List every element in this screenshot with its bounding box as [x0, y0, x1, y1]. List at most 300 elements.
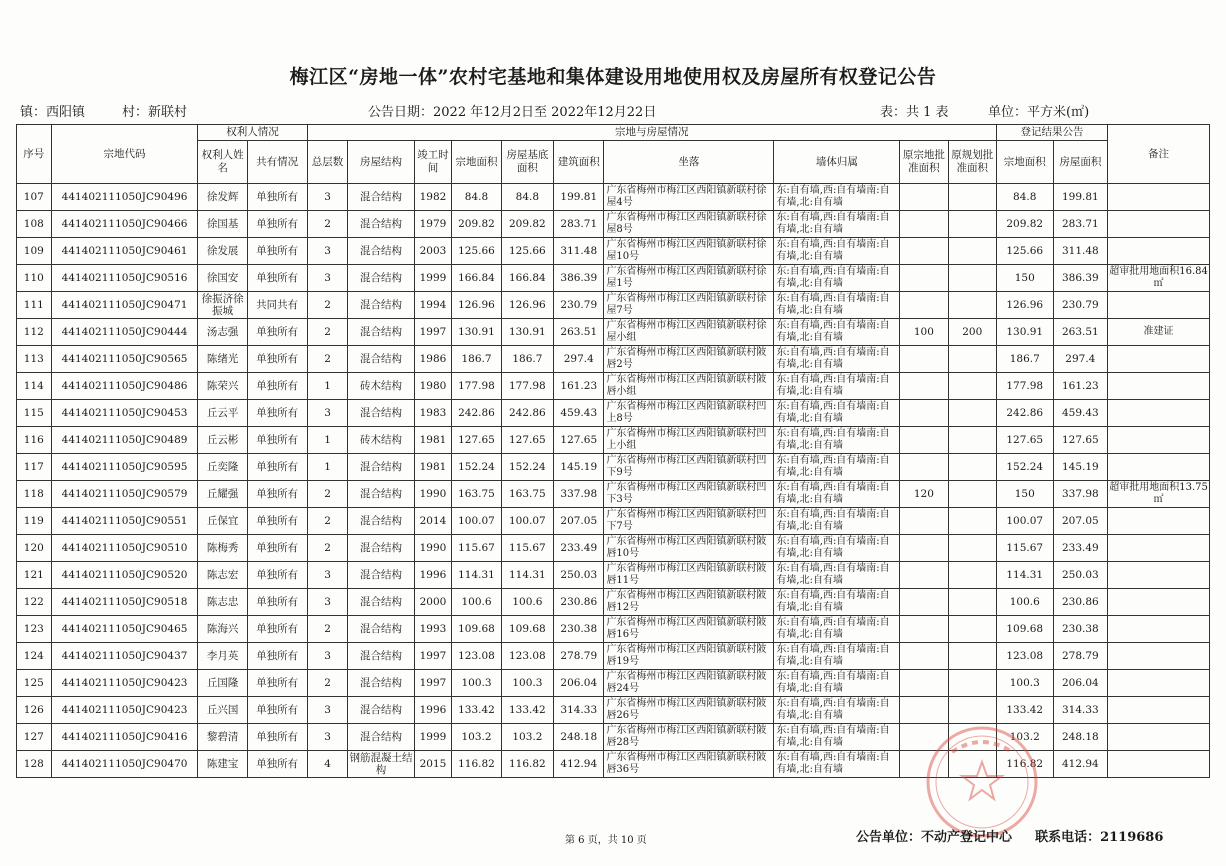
cell-seq: 112 [17, 319, 52, 346]
cell-parcel-code: 441402111050JC90444 [51, 319, 198, 346]
table-row [17, 724, 1210, 751]
cell-location: 广东省梅州市梅江区西阳镇新联村陂唇26号 [604, 697, 774, 724]
cell-orig-planned [948, 184, 996, 211]
cell-orig-approved [900, 670, 948, 697]
cell-parcel-code: 441402111050JC90518 [51, 589, 198, 616]
cell-parcel-code: 441402111050JC90510 [51, 535, 198, 562]
cell-building-area: 199.81 [554, 184, 604, 211]
cell-result-land: 242.86 [996, 400, 1053, 427]
cell-result-land: 84.8 [996, 184, 1053, 211]
cell-building-area: 230.38 [554, 616, 604, 643]
cell-land-area: 123.08 [452, 643, 501, 670]
cell-holder-name: 徐国安 [198, 265, 247, 292]
cell-remark [1108, 211, 1210, 238]
cell-ownership: 单独所有 [247, 481, 307, 508]
cell-orig-approved [900, 373, 948, 400]
cell-ownership: 单独所有 [247, 211, 307, 238]
cell-result-house: 297.4 [1053, 346, 1108, 373]
footer-contact [856, 826, 1163, 845]
cell-land-area: 209.82 [452, 211, 501, 238]
cell-building-area: 412.94 [554, 751, 604, 778]
cell-completion-year: 1990 [414, 535, 452, 562]
cell-parcel-code: 441402111050JC90423 [51, 670, 198, 697]
cell-location: 广东省梅州市梅江区西阳镇新联村徐屋小组 [604, 319, 774, 346]
cell-seq: 128 [17, 751, 52, 778]
cell-holder-name: 徐发展 [198, 238, 247, 265]
cell-seq: 113 [17, 346, 52, 373]
cell-structure: 混合结构 [348, 211, 414, 238]
cell-base-area: 186.7 [501, 346, 553, 373]
cell-orig-approved [900, 292, 948, 319]
cell-location: 广东省梅州市梅江区西阳镇新联村凹上8号 [604, 400, 774, 427]
cell-orig-planned [948, 211, 996, 238]
cell-completion-year: 1986 [414, 346, 452, 373]
cell-result-house: 145.19 [1053, 454, 1108, 481]
cell-seq: 116 [17, 427, 52, 454]
cell-orig-planned [948, 724, 996, 751]
cell-ownership: 单独所有 [247, 724, 307, 751]
cell-wall-ownership: 东:自有墙,西:自有墙南:自有墙,北:自有墙 [774, 751, 900, 778]
cell-base-area: 114.31 [501, 562, 553, 589]
cell-building-area: 127.65 [554, 427, 604, 454]
cell-parcel-code: 441402111050JC90416 [51, 724, 198, 751]
cell-base-area: 100.6 [501, 589, 553, 616]
cell-base-area: 209.82 [501, 211, 553, 238]
cell-land-area: 126.96 [452, 292, 501, 319]
cell-orig-planned [948, 751, 996, 778]
cell-location: 广东省梅州市梅江区西阳镇新联村徐屋7号 [604, 292, 774, 319]
cell-orig-planned [948, 454, 996, 481]
cell-orig-planned [948, 589, 996, 616]
cell-structure: 混合结构 [348, 292, 414, 319]
cell-structure: 混合结构 [348, 697, 414, 724]
cell-land-area: 130.91 [452, 319, 501, 346]
cell-result-land: 100.07 [996, 508, 1053, 535]
cell-seq: 126 [17, 697, 52, 724]
cell-ownership: 共同共有 [247, 292, 307, 319]
cell-result-land: 103.2 [996, 724, 1053, 751]
page-number: 第 6 页，共 10 页 [565, 835, 647, 846]
table-row [17, 265, 1210, 292]
cell-remark [1108, 562, 1210, 589]
cell-location: 广东省梅州市梅江区西阳镇新联村陂唇19号 [604, 643, 774, 670]
cell-parcel-code: 441402111050JC90461 [51, 238, 198, 265]
cell-building-area: 207.05 [554, 508, 604, 535]
cell-location: 广东省梅州市梅江区西阳镇新联村徐屋4号 [604, 184, 774, 211]
cell-structure: 混合结构 [348, 724, 414, 751]
cell-land-area: 84.8 [452, 184, 501, 211]
cell-result-land: 186.7 [996, 346, 1053, 373]
cell-wall-ownership: 东:自有墙,西:自有墙南:自有墙,北:自有墙 [774, 697, 900, 724]
cell-result-house: 199.81 [1053, 184, 1108, 211]
cell-result-land: 127.65 [996, 427, 1053, 454]
table-row [17, 481, 1210, 508]
cell-result-house: 206.04 [1053, 670, 1108, 697]
cell-orig-approved [900, 184, 948, 211]
cell-building-area: 314.33 [554, 697, 604, 724]
cell-completion-year: 1996 [414, 697, 452, 724]
cell-orig-approved [900, 400, 948, 427]
cell-completion-year: 1999 [414, 265, 452, 292]
cell-structure: 混合结构 [348, 319, 414, 346]
cell-orig-approved [900, 508, 948, 535]
cell-parcel-code: 441402111050JC90466 [51, 211, 198, 238]
cell-orig-planned [948, 535, 996, 562]
cell-location: 广东省梅州市梅江区西阳镇新联村陂唇24号 [604, 670, 774, 697]
cell-remark [1108, 238, 1210, 265]
cell-orig-approved [900, 346, 948, 373]
cell-orig-approved [900, 454, 948, 481]
cell-result-house: 278.79 [1053, 643, 1108, 670]
cell-ownership: 单独所有 [247, 535, 307, 562]
cell-result-land: 100.6 [996, 589, 1053, 616]
cell-land-area: 166.84 [452, 265, 501, 292]
cell-wall-ownership: 东:自有墙,西:自有墙南:自有墙,北:自有墙 [774, 400, 900, 427]
cell-base-area: 163.75 [501, 481, 553, 508]
cell-floors: 3 [307, 724, 348, 751]
cell-ownership: 单独所有 [247, 616, 307, 643]
cell-completion-year: 2015 [414, 751, 452, 778]
cell-orig-approved [900, 589, 948, 616]
cell-holder-name: 陈海兴 [198, 616, 247, 643]
cell-ownership: 单独所有 [247, 751, 307, 778]
cell-completion-year: 2003 [414, 238, 452, 265]
cell-structure: 混合结构 [348, 616, 414, 643]
header-orig-approved: 原宗地批准面积 [900, 141, 948, 184]
header-seq: 序号 [17, 125, 52, 184]
cell-floors: 2 [307, 346, 348, 373]
cell-result-house: 337.98 [1053, 481, 1108, 508]
header-building-area: 建筑面积 [554, 141, 604, 184]
table-row [17, 589, 1210, 616]
cell-remark [1108, 427, 1210, 454]
cell-wall-ownership: 东:自有墙,西:自有墙南:自有墙,北:自有墙 [774, 346, 900, 373]
cell-orig-approved [900, 751, 948, 778]
cell-orig-approved [900, 643, 948, 670]
cell-parcel-code: 441402111050JC90516 [51, 265, 198, 292]
cell-ownership: 单独所有 [247, 400, 307, 427]
cell-remark: 准建证 [1108, 319, 1210, 346]
cell-base-area: 152.24 [501, 454, 553, 481]
cell-building-area: 386.39 [554, 265, 604, 292]
cell-completion-year: 1981 [414, 454, 452, 481]
cell-parcel-code: 441402111050JC90489 [51, 427, 198, 454]
cell-holder-name: 徐振济徐振城 [198, 292, 247, 319]
cell-remark [1108, 346, 1210, 373]
cell-wall-ownership: 东:自有墙,西:自有墙南:自有墙,北:自有墙 [774, 238, 900, 265]
cell-structure: 钢筋混凝土结构 [349, 752, 413, 776]
cell-wall-ownership: 东:自有墙,西:自有墙南:自有墙,北:自有墙 [774, 535, 900, 562]
cell-orig-planned [948, 562, 996, 589]
cell-location: 广东省梅州市梅江区西阳镇新联村陂唇10号 [604, 535, 774, 562]
cell-land-area: 127.65 [452, 427, 501, 454]
cell-floors: 2 [307, 508, 348, 535]
table-row [17, 670, 1210, 697]
cell-location: 广东省梅州市梅江区西阳镇新联村陂唇11号 [604, 562, 774, 589]
cell-ownership: 单独所有 [247, 589, 307, 616]
cell-remark: 超审批用地面积13.75㎡ [1108, 481, 1210, 508]
cell-wall-ownership: 东:自有墙,西:自有墙南:自有墙,北:自有墙 [774, 724, 900, 751]
cell-completion-year: 1979 [414, 211, 452, 238]
cell-completion-year: 1981 [414, 427, 452, 454]
cell-result-house: 314.33 [1053, 697, 1108, 724]
table-row [17, 454, 1210, 481]
cell-result-house: 230.79 [1053, 292, 1108, 319]
cell-floors: 1 [307, 373, 348, 400]
cell-floors: 2 [307, 535, 348, 562]
table-row [17, 346, 1210, 373]
cell-orig-approved [900, 697, 948, 724]
cell-structure: 砖木结构 [348, 373, 414, 400]
cell-remark [1108, 751, 1210, 778]
cell-result-land: 209.82 [996, 211, 1053, 238]
cell-seq: 111 [17, 292, 52, 319]
header-result-land: 宗地面积 [996, 141, 1053, 184]
cell-result-land: 130.91 [996, 319, 1053, 346]
cell-location: 广东省梅州市梅江区西阳镇新联村陂唇12号 [604, 589, 774, 616]
cell-base-area: 127.65 [501, 427, 553, 454]
cell-seq: 107 [17, 184, 52, 211]
cell-floors: 2 [307, 319, 348, 346]
cell-result-house: 283.71 [1053, 211, 1108, 238]
cell-completion-year: 1996 [414, 562, 452, 589]
cell-land-area: 186.7 [452, 346, 501, 373]
header-orig-planned: 原规划批准面积 [948, 141, 996, 184]
cell-result-land: 150 [996, 481, 1053, 508]
cell-building-area: 248.18 [554, 724, 604, 751]
header-wall-ownership: 墙体归属 [774, 141, 900, 184]
cell-holder-name: 陈荣兴 [198, 373, 247, 400]
cell-base-area: 103.2 [501, 724, 553, 751]
cell-ownership: 单独所有 [247, 508, 307, 535]
cell-result-land: 177.98 [996, 373, 1053, 400]
cell-parcel-code: 441402111050JC90551 [51, 508, 198, 535]
cell-seq: 123 [17, 616, 52, 643]
cell-building-area: 233.49 [554, 535, 604, 562]
cell-orig-planned [948, 427, 996, 454]
cell-remark [1108, 373, 1210, 400]
cell-parcel-code: 441402111050JC90595 [51, 454, 198, 481]
cell-parcel-code: 441402111050JC90470 [51, 751, 198, 778]
cell-orig-planned [948, 373, 996, 400]
cell-ownership: 单独所有 [247, 265, 307, 292]
cell-seq: 121 [17, 562, 52, 589]
table-row [17, 427, 1210, 454]
cell-result-house: 233.49 [1053, 535, 1108, 562]
cell-location: 广东省梅州市梅江区西阳镇新联村徐屋8号 [604, 211, 774, 238]
table-row [17, 211, 1210, 238]
cell-land-area: 116.82 [452, 751, 501, 778]
cell-completion-year: 1999 [414, 724, 452, 751]
cell-result-house: 230.86 [1053, 589, 1108, 616]
header-completion-year: 竣工时间 [414, 141, 452, 184]
cell-structure: 砖木结构 [348, 427, 414, 454]
cell-base-area: 133.42 [501, 697, 553, 724]
cell-seq: 114 [17, 373, 52, 400]
cell-remark [1108, 724, 1210, 751]
cell-base-area: 123.08 [501, 643, 553, 670]
cell-parcel-code: 441402111050JC90471 [51, 292, 198, 319]
cell-location: 广东省梅州市梅江区西阳镇新联村凹上小组 [604, 427, 774, 454]
cell-structure: 混合结构 [348, 265, 414, 292]
cell-seq: 115 [17, 400, 52, 427]
cell-remark [1108, 670, 1210, 697]
cell-result-house: 412.94 [1053, 751, 1108, 778]
cell-orig-approved [900, 562, 948, 589]
cell-result-land: 133.42 [996, 697, 1053, 724]
cell-holder-name: 陈志宏 [198, 562, 247, 589]
table-row [17, 535, 1210, 562]
cell-orig-planned [948, 508, 996, 535]
cell-building-area: 278.79 [554, 643, 604, 670]
cell-result-land: 150 [996, 265, 1053, 292]
cell-holder-name: 李月英 [198, 643, 247, 670]
cell-ownership: 单独所有 [247, 454, 307, 481]
cell-structure: 混合结构 [348, 508, 414, 535]
cell-holder-name: 丘云彬 [198, 427, 247, 454]
cell-completion-year: 1982 [414, 184, 452, 211]
cell-completion-year: 1997 [414, 643, 452, 670]
cell-floors: 4 [307, 751, 348, 778]
cell-building-area: 230.86 [554, 589, 604, 616]
page-title: 梅江区“房地一体”农村宅基地和集体建设用地使用权及房屋所有权登记公告 [289, 66, 937, 88]
town-label: 镇：西阳镇 [20, 105, 86, 120]
cell-result-house: 230.38 [1053, 616, 1108, 643]
cell-building-area: 161.23 [554, 373, 604, 400]
cell-location: 广东省梅州市梅江区西阳镇新联村陂唇28号 [604, 724, 774, 751]
cell-wall-ownership: 东:自有墙,西:自有墙南:自有墙,北:自有墙 [774, 427, 900, 454]
cell-structure: 混合结构 [348, 238, 414, 265]
cell-wall-ownership: 东:自有墙,西:自有墙南:自有墙,北:自有墙 [774, 481, 900, 508]
cell-location: 广东省梅州市梅江区西阳镇新联村凹下7号 [604, 508, 774, 535]
cell-floors: 2 [307, 670, 348, 697]
table-row [17, 751, 1210, 778]
cell-floors: 2 [307, 292, 348, 319]
cell-parcel-code: 441402111050JC90486 [51, 373, 198, 400]
cell-ownership: 单独所有 [247, 184, 307, 211]
cell-orig-approved [900, 238, 948, 265]
cell-holder-name: 陈建宝 [198, 751, 247, 778]
cell-floors: 3 [307, 265, 348, 292]
cell-seq: 110 [17, 265, 52, 292]
cell-structure: 混合结构 [348, 184, 414, 211]
cell-floors: 2 [307, 481, 348, 508]
cell-floors: 1 [307, 427, 348, 454]
cell-parcel-code: 441402111050JC90496 [51, 184, 198, 211]
cell-building-area: 283.71 [554, 211, 604, 238]
cell-result-house: 207.05 [1053, 508, 1108, 535]
table-row [17, 238, 1210, 265]
cell-seq: 120 [17, 535, 52, 562]
cell-building-area: 145.19 [554, 454, 604, 481]
cell-completion-year: 1993 [414, 616, 452, 643]
registration-table [16, 124, 1210, 778]
cell-floors: 3 [307, 238, 348, 265]
cell-base-area: 126.96 [501, 292, 553, 319]
cell-ownership: 单独所有 [247, 346, 307, 373]
cell-holder-name: 丘耀强 [198, 481, 247, 508]
cell-orig-approved [900, 427, 948, 454]
cell-orig-planned [948, 616, 996, 643]
cell-seq: 108 [17, 211, 52, 238]
cell-location: 广东省梅州市梅江区西阳镇新联村陂唇2号 [604, 346, 774, 373]
cell-remark [1108, 589, 1210, 616]
cell-completion-year: 1994 [414, 292, 452, 319]
cell-completion-year: 1990 [414, 481, 452, 508]
cell-base-area: 100.07 [501, 508, 553, 535]
header-land-house-group: 宗地与房屋情况 [307, 125, 996, 141]
cell-building-area: 230.79 [554, 292, 604, 319]
header-location: 坐落 [604, 141, 774, 184]
header-base-area: 房屋基底面积 [501, 141, 553, 184]
cell-base-area: 115.67 [501, 535, 553, 562]
cell-structure: 混合结构 [348, 481, 414, 508]
cell-floors: 3 [307, 562, 348, 589]
cell-floors: 3 [307, 589, 348, 616]
cell-orig-planned [948, 481, 996, 508]
cell-land-area: 100.6 [452, 589, 501, 616]
cell-location: 广东省梅州市梅江区西阳镇新联村凹下9号 [604, 454, 774, 481]
cell-orig-planned [948, 265, 996, 292]
cell-result-land: 115.67 [996, 535, 1053, 562]
cell-parcel-code: 441402111050JC90437 [51, 643, 198, 670]
cell-base-area: 125.66 [501, 238, 553, 265]
cell-remark: 超审批用地面积16.84㎡ [1108, 265, 1210, 292]
cell-ownership: 单独所有 [247, 373, 307, 400]
cell-completion-year: 1997 [414, 670, 452, 697]
cell-location: 广东省梅州市梅江区西阳镇新联村徐屋10号 [604, 238, 774, 265]
cell-orig-approved [900, 724, 948, 751]
cell-wall-ownership: 东:自有墙,西:自有墙南:自有墙,北:自有墙 [774, 562, 900, 589]
cell-land-area: 125.66 [452, 238, 501, 265]
cell-floors: 3 [307, 400, 348, 427]
cell-result-house: 250.03 [1053, 562, 1108, 589]
cell-base-area: 100.3 [501, 670, 553, 697]
cell-building-area: 206.04 [554, 670, 604, 697]
cell-holder-name: 徐国基 [198, 211, 247, 238]
cell-structure: 混合结构 [348, 670, 414, 697]
cell-holder-name: 汤志强 [198, 319, 247, 346]
sheet-count: 表：共 1 表 [880, 105, 949, 120]
cell-completion-year: 1980 [414, 373, 452, 400]
cell-floors: 2 [307, 211, 348, 238]
table-row [17, 562, 1210, 589]
cell-remark [1108, 292, 1210, 319]
cell-orig-approved [900, 265, 948, 292]
cell-holder-name: 丘奕隆 [198, 454, 247, 481]
cell-result-land: 126.96 [996, 292, 1053, 319]
header-result-house: 房屋面积 [1053, 141, 1108, 184]
cell-location: 广东省梅州市梅江区西阳镇新联村陂唇16号 [604, 616, 774, 643]
cell-orig-planned [948, 346, 996, 373]
cell-seq: 118 [17, 481, 52, 508]
village-label: 村：新联村 [122, 105, 188, 120]
cell-floors: 1 [307, 454, 348, 481]
cell-result-house: 127.65 [1053, 427, 1108, 454]
header-floors: 总层数 [307, 141, 348, 184]
cell-ownership: 单独所有 [247, 562, 307, 589]
table-row [17, 643, 1210, 670]
cell-seq: 127 [17, 724, 52, 751]
cell-completion-year: 2014 [414, 508, 452, 535]
cell-base-area: 130.91 [501, 319, 553, 346]
header-ownership: 共有情况 [247, 141, 307, 184]
cell-structure: 混合结构 [348, 562, 414, 589]
cell-ownership: 单独所有 [247, 643, 307, 670]
cell-ownership: 单独所有 [247, 697, 307, 724]
cell-parcel-code: 441402111050JC90579 [51, 481, 198, 508]
cell-building-area: 263.51 [554, 319, 604, 346]
